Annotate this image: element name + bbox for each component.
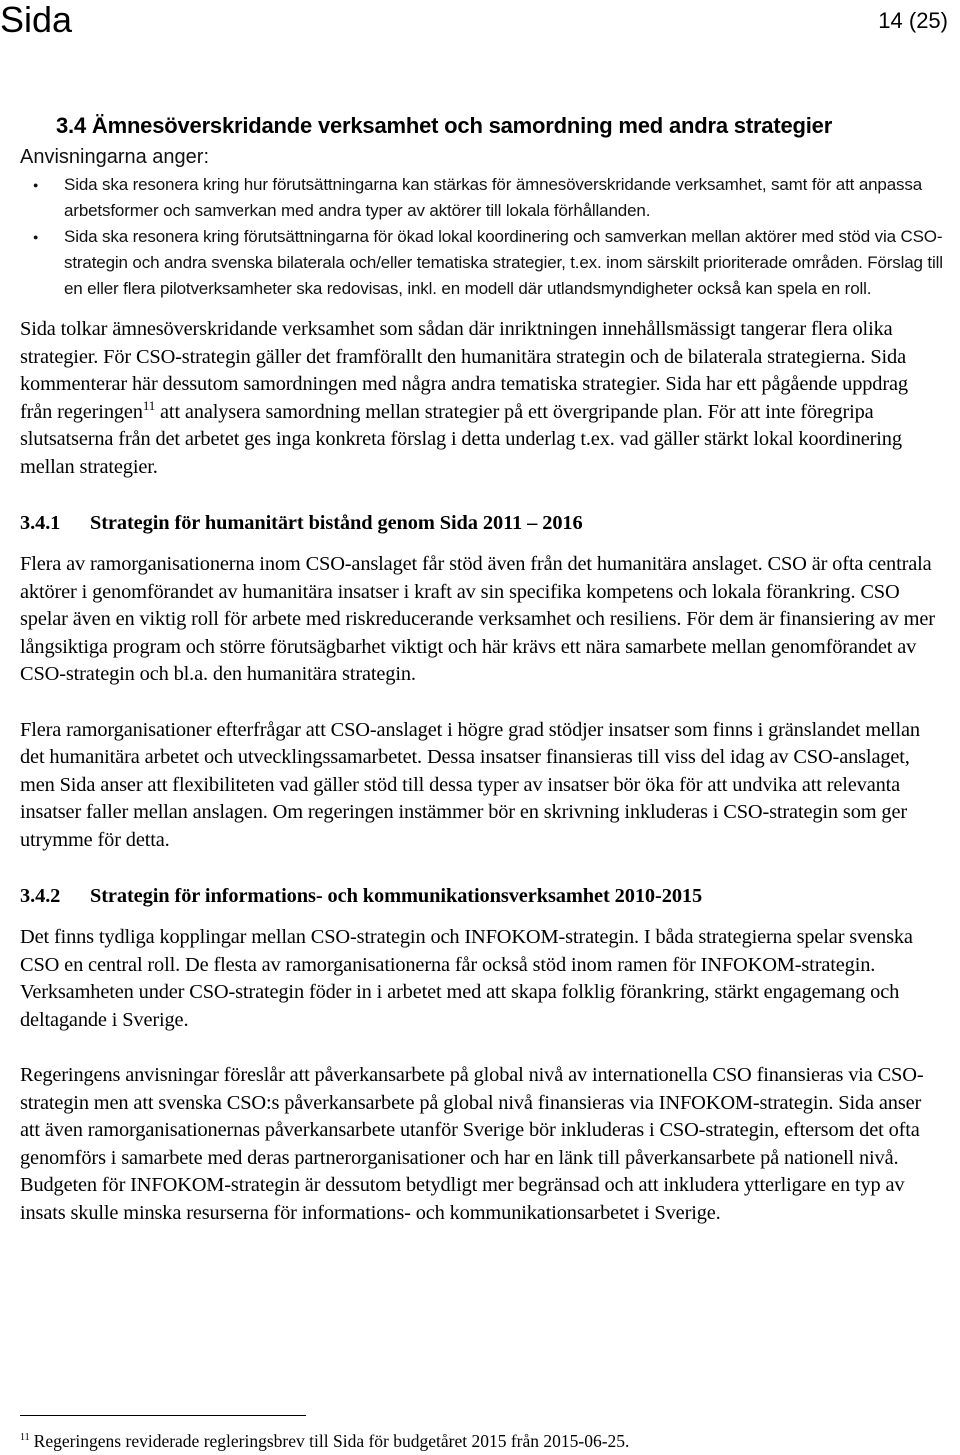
instructions-list [20,172,945,302]
footnote-text: Regeringens reviderade regleringsbrev till Sida för budgetåret 2015 från 2015-06-25. [33,1430,630,1451]
section-number: 3.4.1 [20,512,61,534]
footnote-marker: 11 [20,1432,30,1443]
paragraph: Flera av ramorganisationerna inom CSO-anslaget får stöd även från det humanitära anslaget. CSO är ofta centrala aktörer i genomförandet av humanitära insatser i kraft av sin specifika kompetens och lokala förankring. CSO spelar även en viktig roll för arbete med riskreducerande verksamhet och resiliens. För dem är finansiering av mer långsiktiga program och större förutsägbarhet viktigt och här krävs ett nära samarbete mellan genomförandet av CSO-strategin och bl.a. den humanitära strategin. [20,553,935,685]
section-title: Strategin för informations- och kommunikationsverksamhet 2010-2015 [90,885,703,907]
paragraph-text: att analysera samordning mellan strategier på ett övergripande plan. För att inte föregripa slutsatserna från det arbetet ges inga konkreta förslag i detta underlag t.ex. vad gäller stärkt lokal koordinering mellan strategier. [20,400,902,478]
document-body [20,108,945,1227]
instructions-lead: Anvisningarna anger: [20,146,210,168]
footnote-separator [20,1415,306,1416]
page-header-title: Sida [0,0,73,40]
list-item: ● Sida ska resonera kring förutsättningarna för ökad lokal koordinering och samverkan mellan aktörer med stöd via CSO-strategin och andra svenska bilaterala och/eller tematiska strategier, t.ex. inom särskilt prioriterade områden. Förslag till en eller flera pilotverksamheter ska redovisas, inkl. en modell där utlandsmyndigheter också kan spela en roll. [64,224,945,302]
section-number: 3.4.2 [20,885,61,907]
section-heading-3-4-1 [20,509,945,537]
paragraph: Flera ramorganisationer efterfrågar att CSO-anslaget i högre grad stödjer insatser som finns i gränslandet mellan det humanitära arbetet och utvecklingssamarbetet. Dessa insatser finansieras till viss del idag av CSO-anslaget, men Sida anser att flexibiliteten vad gäller stöd till dessa typer av insatser bör öka för att undvika att relevanta insatser faller mellan anslagen. Om regeringen instämmer bör en skrivning inkluderas i CSO-strategin som ger utrymme för detta. [20,718,920,851]
footnote-reference: 11 [142,397,156,413]
list-item: ● Sida ska resonera kring hur förutsättningarna kan stärkas för ämnesöverskridande verksamhet, samt för att anpassa arbetsformer och samverkan med andra typer av aktörer till lokala förhållanden. [64,172,945,224]
section-title: Strategin för humanitärt bistånd genom Sida 2011 – 2016 [90,512,583,534]
page-number: 14 (25) [878,8,948,33]
paragraph-text: Sida tolkar ämnesöverskridande verksamhet som sådan där inriktningen innehållsmässigt tangerar flera olika strategier. För CSO-strategin gäller det framförallt den humanitära strategin och de bilaterala strategierna. Sida kommenterar här dessutom samordningen med några andra tematiska strategier. Sida har ett pågående uppdrag från regeringen [20,318,908,423]
paragraph [20,316,945,481]
paragraph: Det finns tydliga kopplingar mellan CSO-strategin och INFOKOM-strategin. I båda strategierna spelar svenska CSO en central roll. De flesta av ramorganisationerna får också stöd inom ramen för INFOKOM-strategin. Verksamheten under CSO-strategin föder in i arbetet med att skapa folklig förankring, stärkt engagemang och deltagande i Sverige. [20,926,913,1031]
footnote [20,1426,629,1453]
section-heading-3-4-2 [20,882,945,910]
section-heading-3-4: 3.4 Ämnesöverskridande verksamhet och samordning med andra strategier [56,113,833,138]
paragraph: Regeringens anvisningar föreslår att påverkansarbete på global nivå av internationella CSO finansieras via CSO-strategin men att svenska CSO:s påverkansarbete på global nivå finansieras via INFOKOM-strategin. Sida anser att även ramorganisationernas påverkansarbete utanför Sverige bör inkluderas i CSO-strategin, eftersom det ofta genomförs i samarbete med deras partnerorganisationer och har en länk till påverkansarbete på nationell nivå. Budgeten för INFOKOM-strategin är dessutom betydligt mer begränsad och att inkludera ytterligare en typ av insats skulle minska resurserna för informations- och kommunikationsarbetet i Sverige. [20,1064,924,1224]
